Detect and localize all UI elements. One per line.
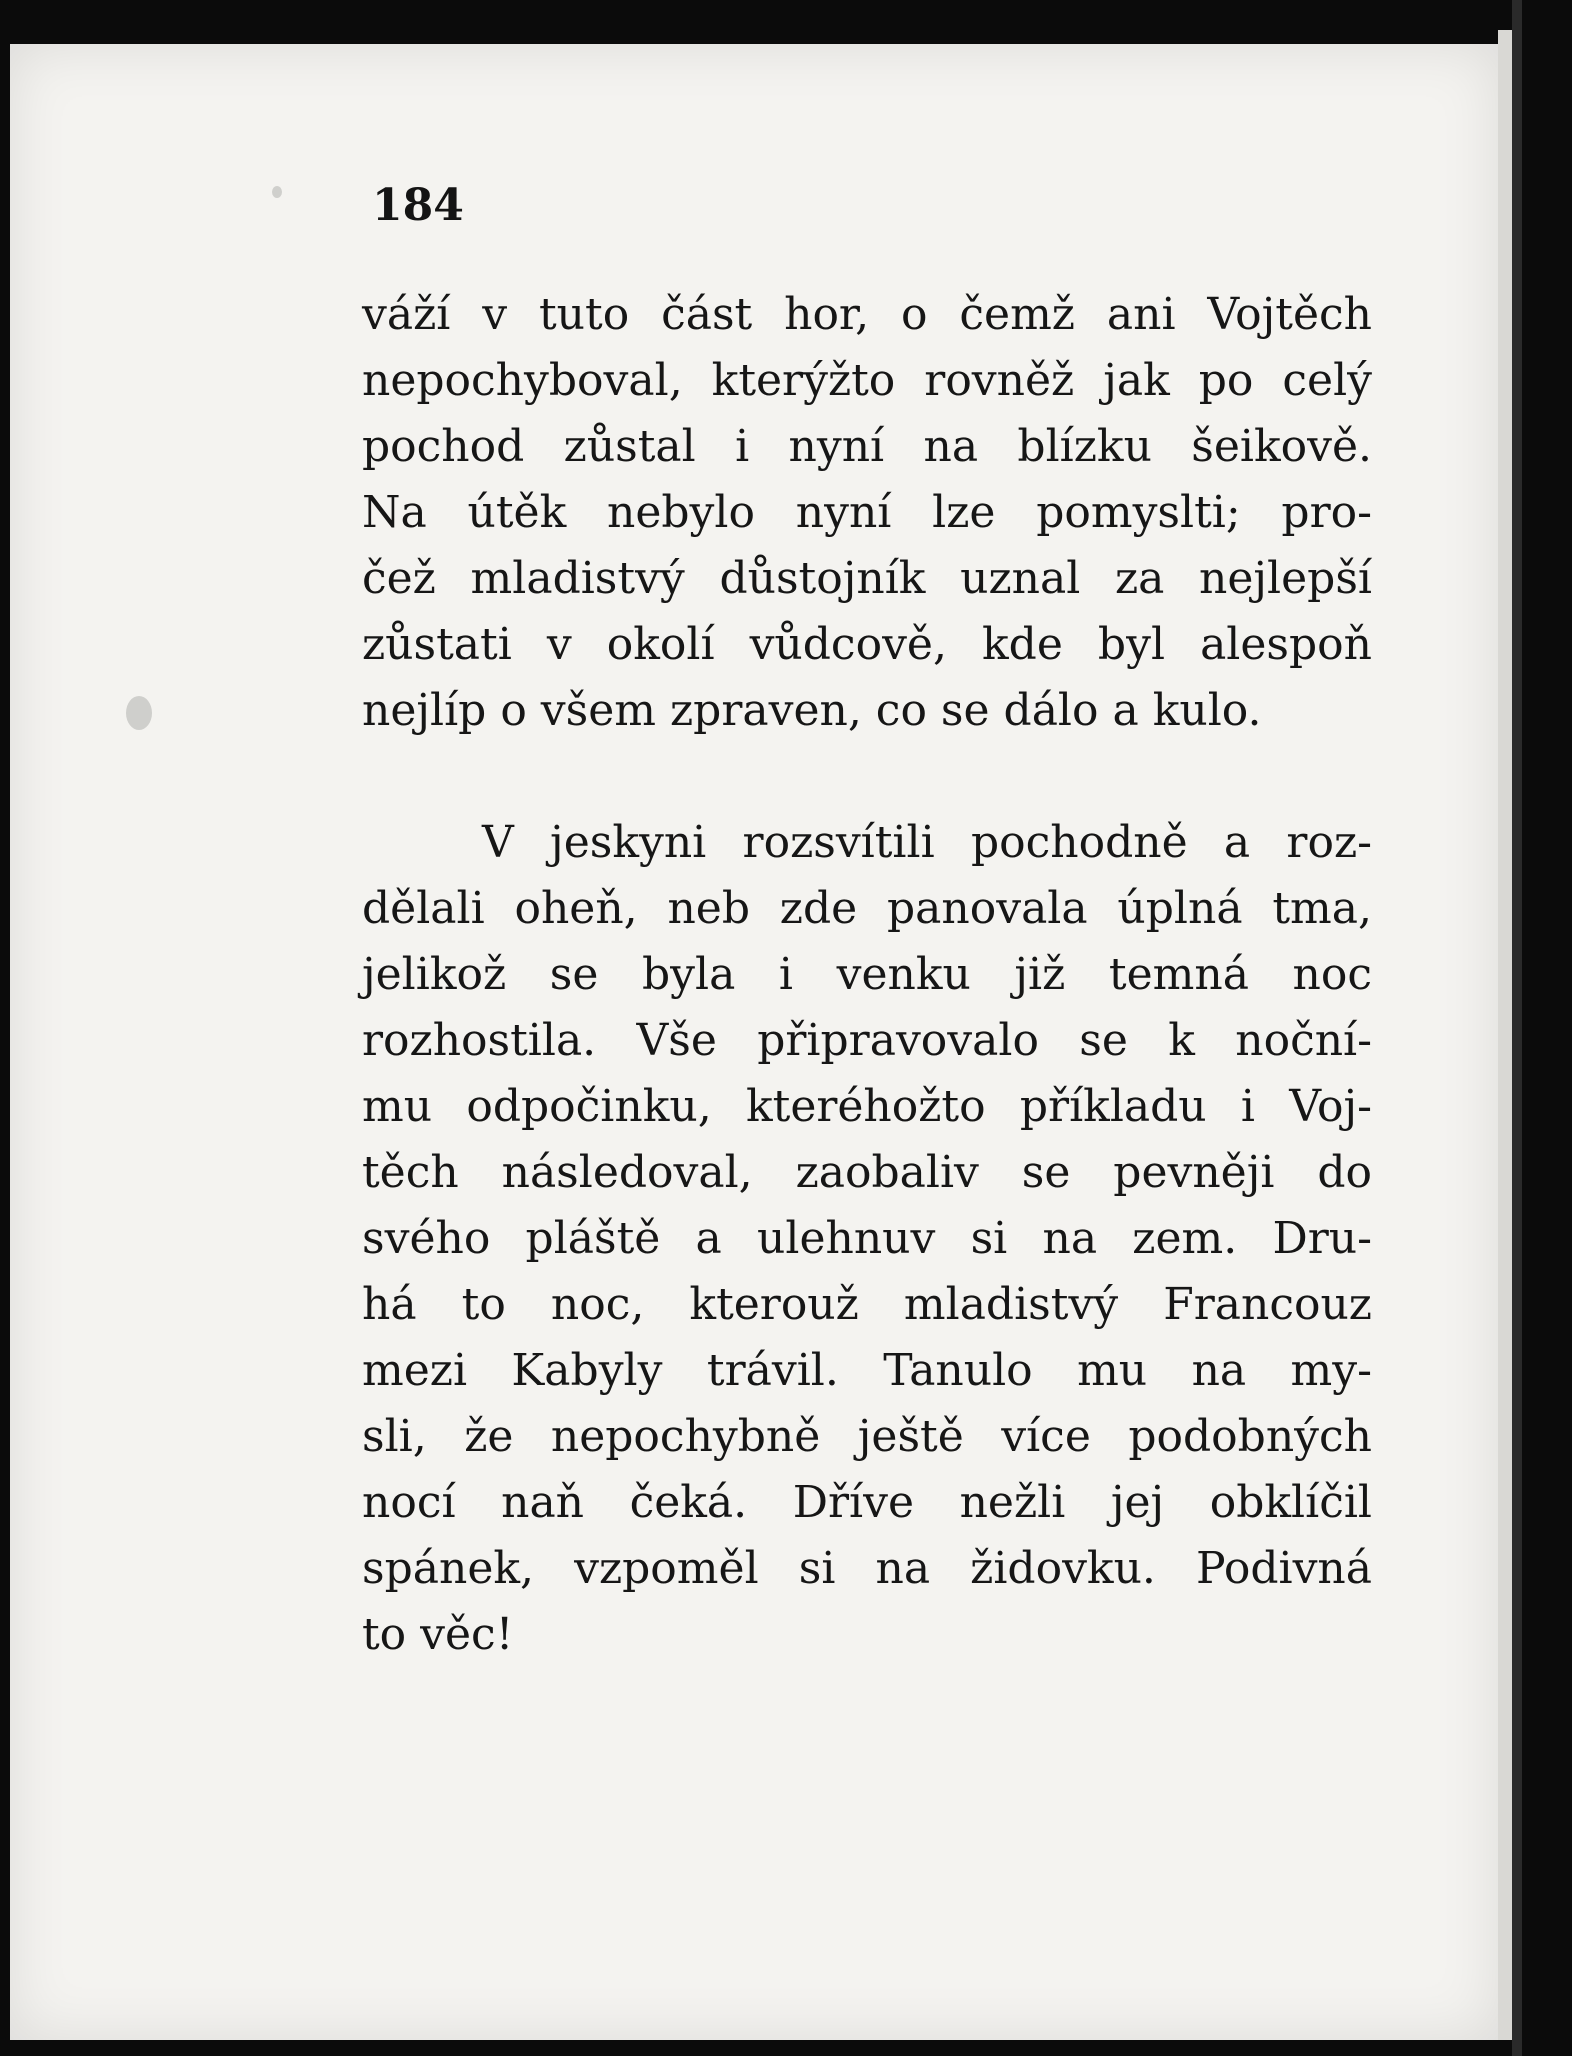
text-line: zůstati v okolí vůdcově, kde byl alespoň [362, 619, 1372, 670]
paper-speck [272, 186, 282, 198]
text-line: to věc! [362, 1609, 514, 1660]
body-text [362, 282, 1372, 1668]
page-number: 184 [372, 180, 464, 231]
text-line: dělali oheň, neb zde panovala úplná tma, [362, 883, 1372, 934]
text-line: V jeskyni rozsvítili pochodně a roz- [482, 817, 1372, 868]
text-line: váží v tuto část hor, o čemž ani Vojtěch [362, 289, 1372, 340]
text-line: nejlíp o všem zpraven, co se dálo a kulo. [362, 685, 1262, 736]
text-line: rozhostila. Vše připravovalo se k noční- [362, 1015, 1372, 1066]
page-edge [1498, 30, 1512, 2040]
text-line: pochod zůstal i nyní na blízku šeikově. [362, 421, 1372, 472]
text-line: čež mladistvý důstojník uznal za nejlepší [362, 553, 1372, 604]
text-line: mezi Kabyly trávil. Tanulo mu na my- [362, 1345, 1372, 1396]
text-line: sli, že nepochybně ještě více podobných [362, 1411, 1372, 1462]
text-line: těch následoval, zaobaliv se pevněji do [362, 1147, 1372, 1198]
text-line: spánek, vzpoměl si na židovku. Podivná [362, 1543, 1372, 1594]
paper-speck [126, 696, 152, 730]
text-line: jelikož se byla i venku již temná noc [362, 949, 1372, 1000]
text-line: nocí naň čeká. Dříve nežli jej obklíčil [362, 1477, 1372, 1528]
text-line: Na útěk nebylo nyní lze pomyslti; pro- [362, 487, 1372, 538]
text-line: svého pláště a ulehnuv si na zem. Dru- [362, 1213, 1372, 1264]
text-line: nepochyboval, kterýžto rovněž jak po celý [362, 355, 1372, 406]
text-line: há to noc, kterouž mladistvý Francouz [362, 1279, 1372, 1330]
book-spine [1512, 0, 1522, 2056]
text-line: mu odpočinku, kteréhožto příkladu i Voj- [362, 1081, 1372, 1132]
paragraph-gap [362, 744, 1372, 810]
